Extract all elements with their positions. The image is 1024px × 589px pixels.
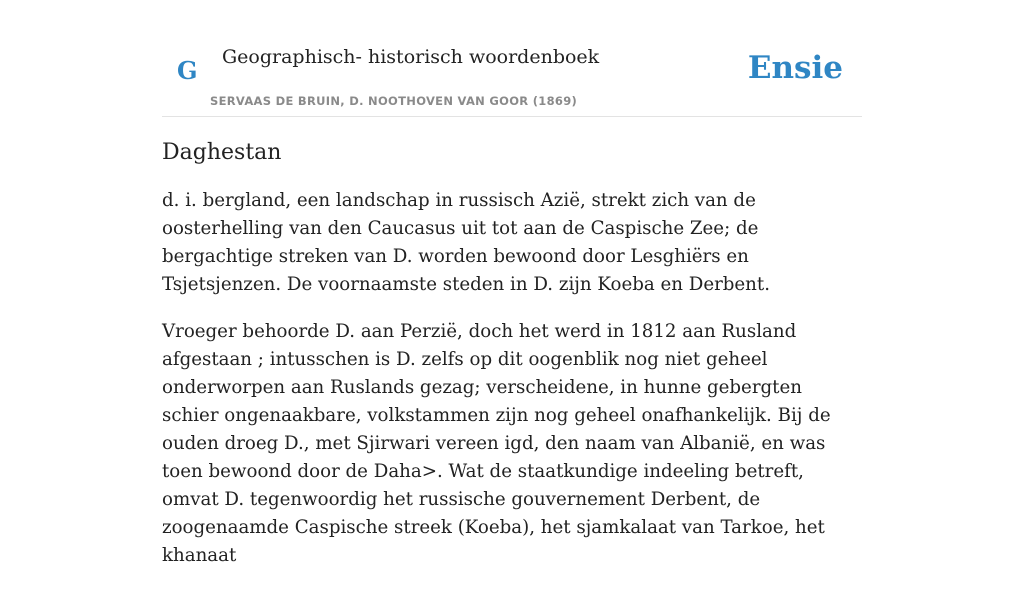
book-title[interactable]: Geographisch- historisch woordenboek [222, 46, 600, 68]
entry-content [162, 140, 862, 589]
book-authors: SERVAAS DE BRUIN, D. NOOTHOVEN VAN GOOR (1869) [210, 94, 578, 108]
book-logo-icon[interactable]: G [177, 56, 198, 85]
header [162, 0, 862, 117]
entry-paragraph: d. i. bergland, een landschap in russisch Azië, strekt zich van de oosterhelling van den Caucasus uit tot aan de Caspische Zee; de bergachtige streken van D. worden bewoond door Lesghiërs en Tsjetsjenzen. De voornaamste steden in D. zijn Koeba en Derbent. [162, 190, 770, 295]
entry-title: Daghestan [162, 140, 282, 165]
entry-paragraph: Vroeger behoorde D. aan Perzië, doch het werd in 1812 aan Rusland afgestaan ; intusschen is D. zelfs op dit oogenblik nog niet geheel onderworpen aan Ruslands gezag; verscheidene, in hunne gebergten schier ongenaakbare, volkstammen zijn nog geheel onafhankelijk. Bij de ouden droeg D., met Sjirwari vereen igd, den naam van Albanië, en was toen bewoond door de Daha>. Wat de staatkundige indeeling betreft, omvat D. tegenwoordig het russische gouvernement Derbent, de zoogenaamde Caspische streek (Koeba), het sjamkalaat van Tarkoe, het khanaat [162, 321, 831, 566]
brand-logo[interactable]: Ensie [747, 50, 843, 86]
